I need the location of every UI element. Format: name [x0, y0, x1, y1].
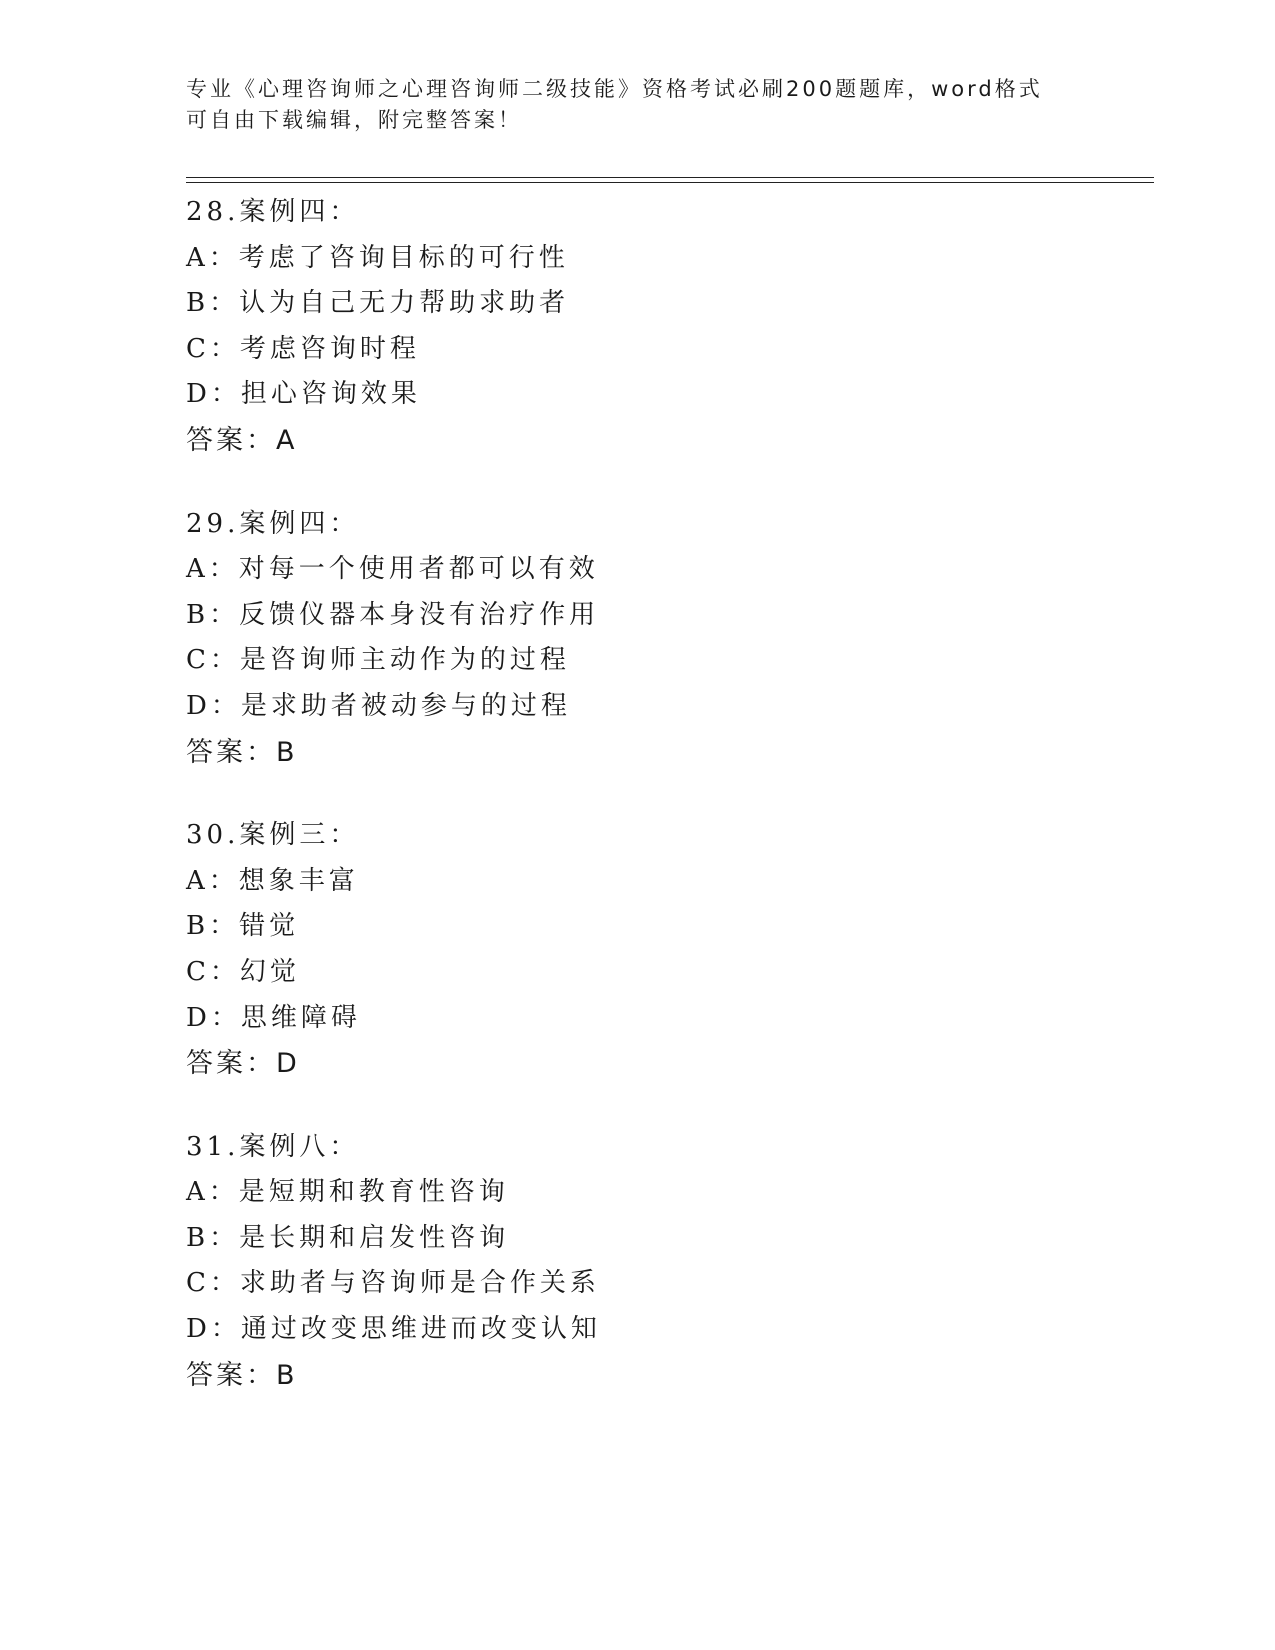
header-line-1: 专业《心理咨询师之心理咨询师二级技能》资格考试必刷200题题库，word格式 [186, 77, 1043, 101]
question-title: 28.案例四： [186, 197, 360, 227]
document-header [186, 74, 1066, 136]
option-b: B：是长期和启发性咨询 [186, 1222, 510, 1253]
option-d: D：通过改变思维进而改变认知 [186, 1314, 601, 1345]
option-d: D：思维障碍 [186, 1002, 361, 1033]
question-title: 30.案例三： [186, 820, 360, 851]
header-divider-top [186, 177, 1154, 178]
header-line-2: 可自由下载编辑，附完整答案！ [186, 108, 522, 132]
option-b: B：认为自己无力帮助求助者 [186, 288, 570, 319]
option-a: A：是短期和教育性咨询 [186, 1177, 509, 1208]
option-a: A：想象丰富 [186, 865, 359, 896]
question-title: 31.案例八： [186, 1131, 360, 1162]
option-b: B：错觉 [186, 911, 300, 942]
option-c: C：幻觉 [186, 956, 300, 987]
question-30 [186, 813, 1146, 1087]
option-c: C：求助者与咨询师是合作关系 [186, 1268, 600, 1299]
option-a: A：对每一个使用者都可以有效 [186, 554, 599, 585]
answer: 答案：A [186, 424, 298, 456]
option-a: A：考虑了咨询目标的可行性 [186, 242, 569, 273]
option-c: C：考虑咨询时程 [186, 333, 420, 364]
question-list [186, 190, 1146, 1436]
option-b: B：反馈仪器本身没有治疗作用 [186, 599, 600, 630]
question-28 [186, 190, 1146, 464]
answer: 答案：D [186, 1048, 300, 1080]
option-c: C：是咨询师主动作为的过程 [186, 645, 570, 676]
question-title: 29.案例四： [186, 508, 360, 539]
question-29 [186, 502, 1146, 776]
answer: 答案：B [186, 1359, 298, 1391]
option-d: D：是求助者被动参与的过程 [186, 690, 571, 721]
header-divider-bottom [186, 182, 1154, 183]
answer: 答案：B [186, 736, 298, 768]
question-31 [186, 1125, 1146, 1399]
option-d: D：担心咨询效果 [186, 379, 421, 410]
